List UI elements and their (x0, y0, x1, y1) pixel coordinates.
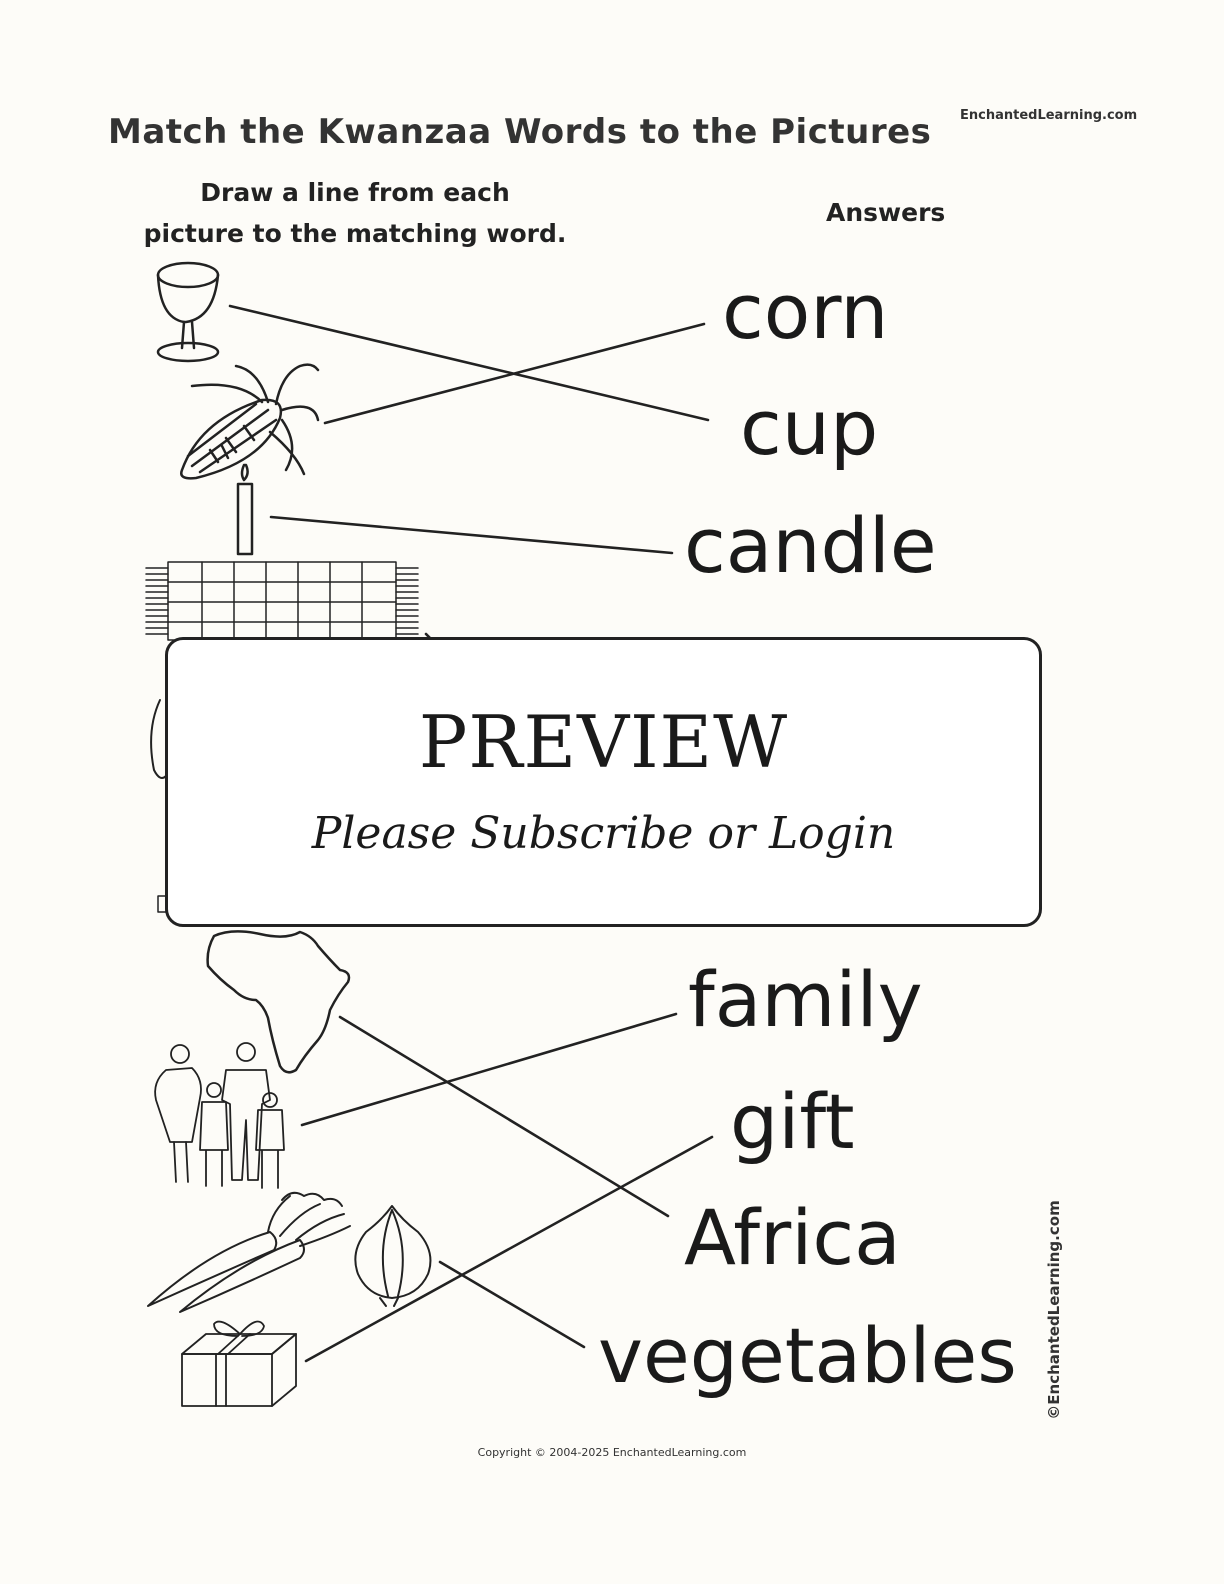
site-tag[interactable]: EnchantedLearning.com (960, 108, 1138, 123)
answer-line-africa (340, 1017, 668, 1216)
mkeka-mat-icon (146, 562, 418, 640)
page-title: Match the Kwanzaa Words to the Pictures (108, 112, 932, 152)
answer-line-corn (325, 324, 704, 423)
preview-overlay[interactable] (165, 637, 1042, 927)
gift-icon (182, 1322, 296, 1407)
word-vegetables: vegetables (598, 1311, 1017, 1400)
cup-icon (158, 263, 218, 361)
word-corn: corn (722, 267, 889, 356)
word-gift: gift (730, 1077, 855, 1166)
candle-icon (238, 465, 252, 554)
answer-line-cup (230, 306, 708, 420)
corn-icon (181, 365, 318, 479)
preview-title: PREVIEW (418, 700, 789, 784)
vertical-credit: ©EnchantedLearning.com (1045, 1200, 1063, 1420)
copyright: Copyright © 2004-2025 EnchantedLearning.com (477, 1446, 747, 1459)
word-family: family (688, 955, 923, 1044)
vegetables-icon (148, 1193, 430, 1312)
family-icon (155, 1043, 284, 1188)
instructions-line-2: picture to the matching word. (143, 219, 567, 248)
word-candle: candle (684, 501, 937, 590)
africa-map-icon (208, 931, 349, 1072)
answer-line-vegetables (440, 1262, 584, 1347)
answer-line-candle (271, 517, 672, 553)
instructions-line-1: Draw a line from each (200, 178, 510, 207)
answers-label: Answers (826, 198, 946, 227)
word-africa: Africa (684, 1193, 901, 1282)
word-cup: cup (740, 383, 879, 472)
preview-subtitle[interactable]: Please Subscribe or Login (311, 808, 896, 859)
